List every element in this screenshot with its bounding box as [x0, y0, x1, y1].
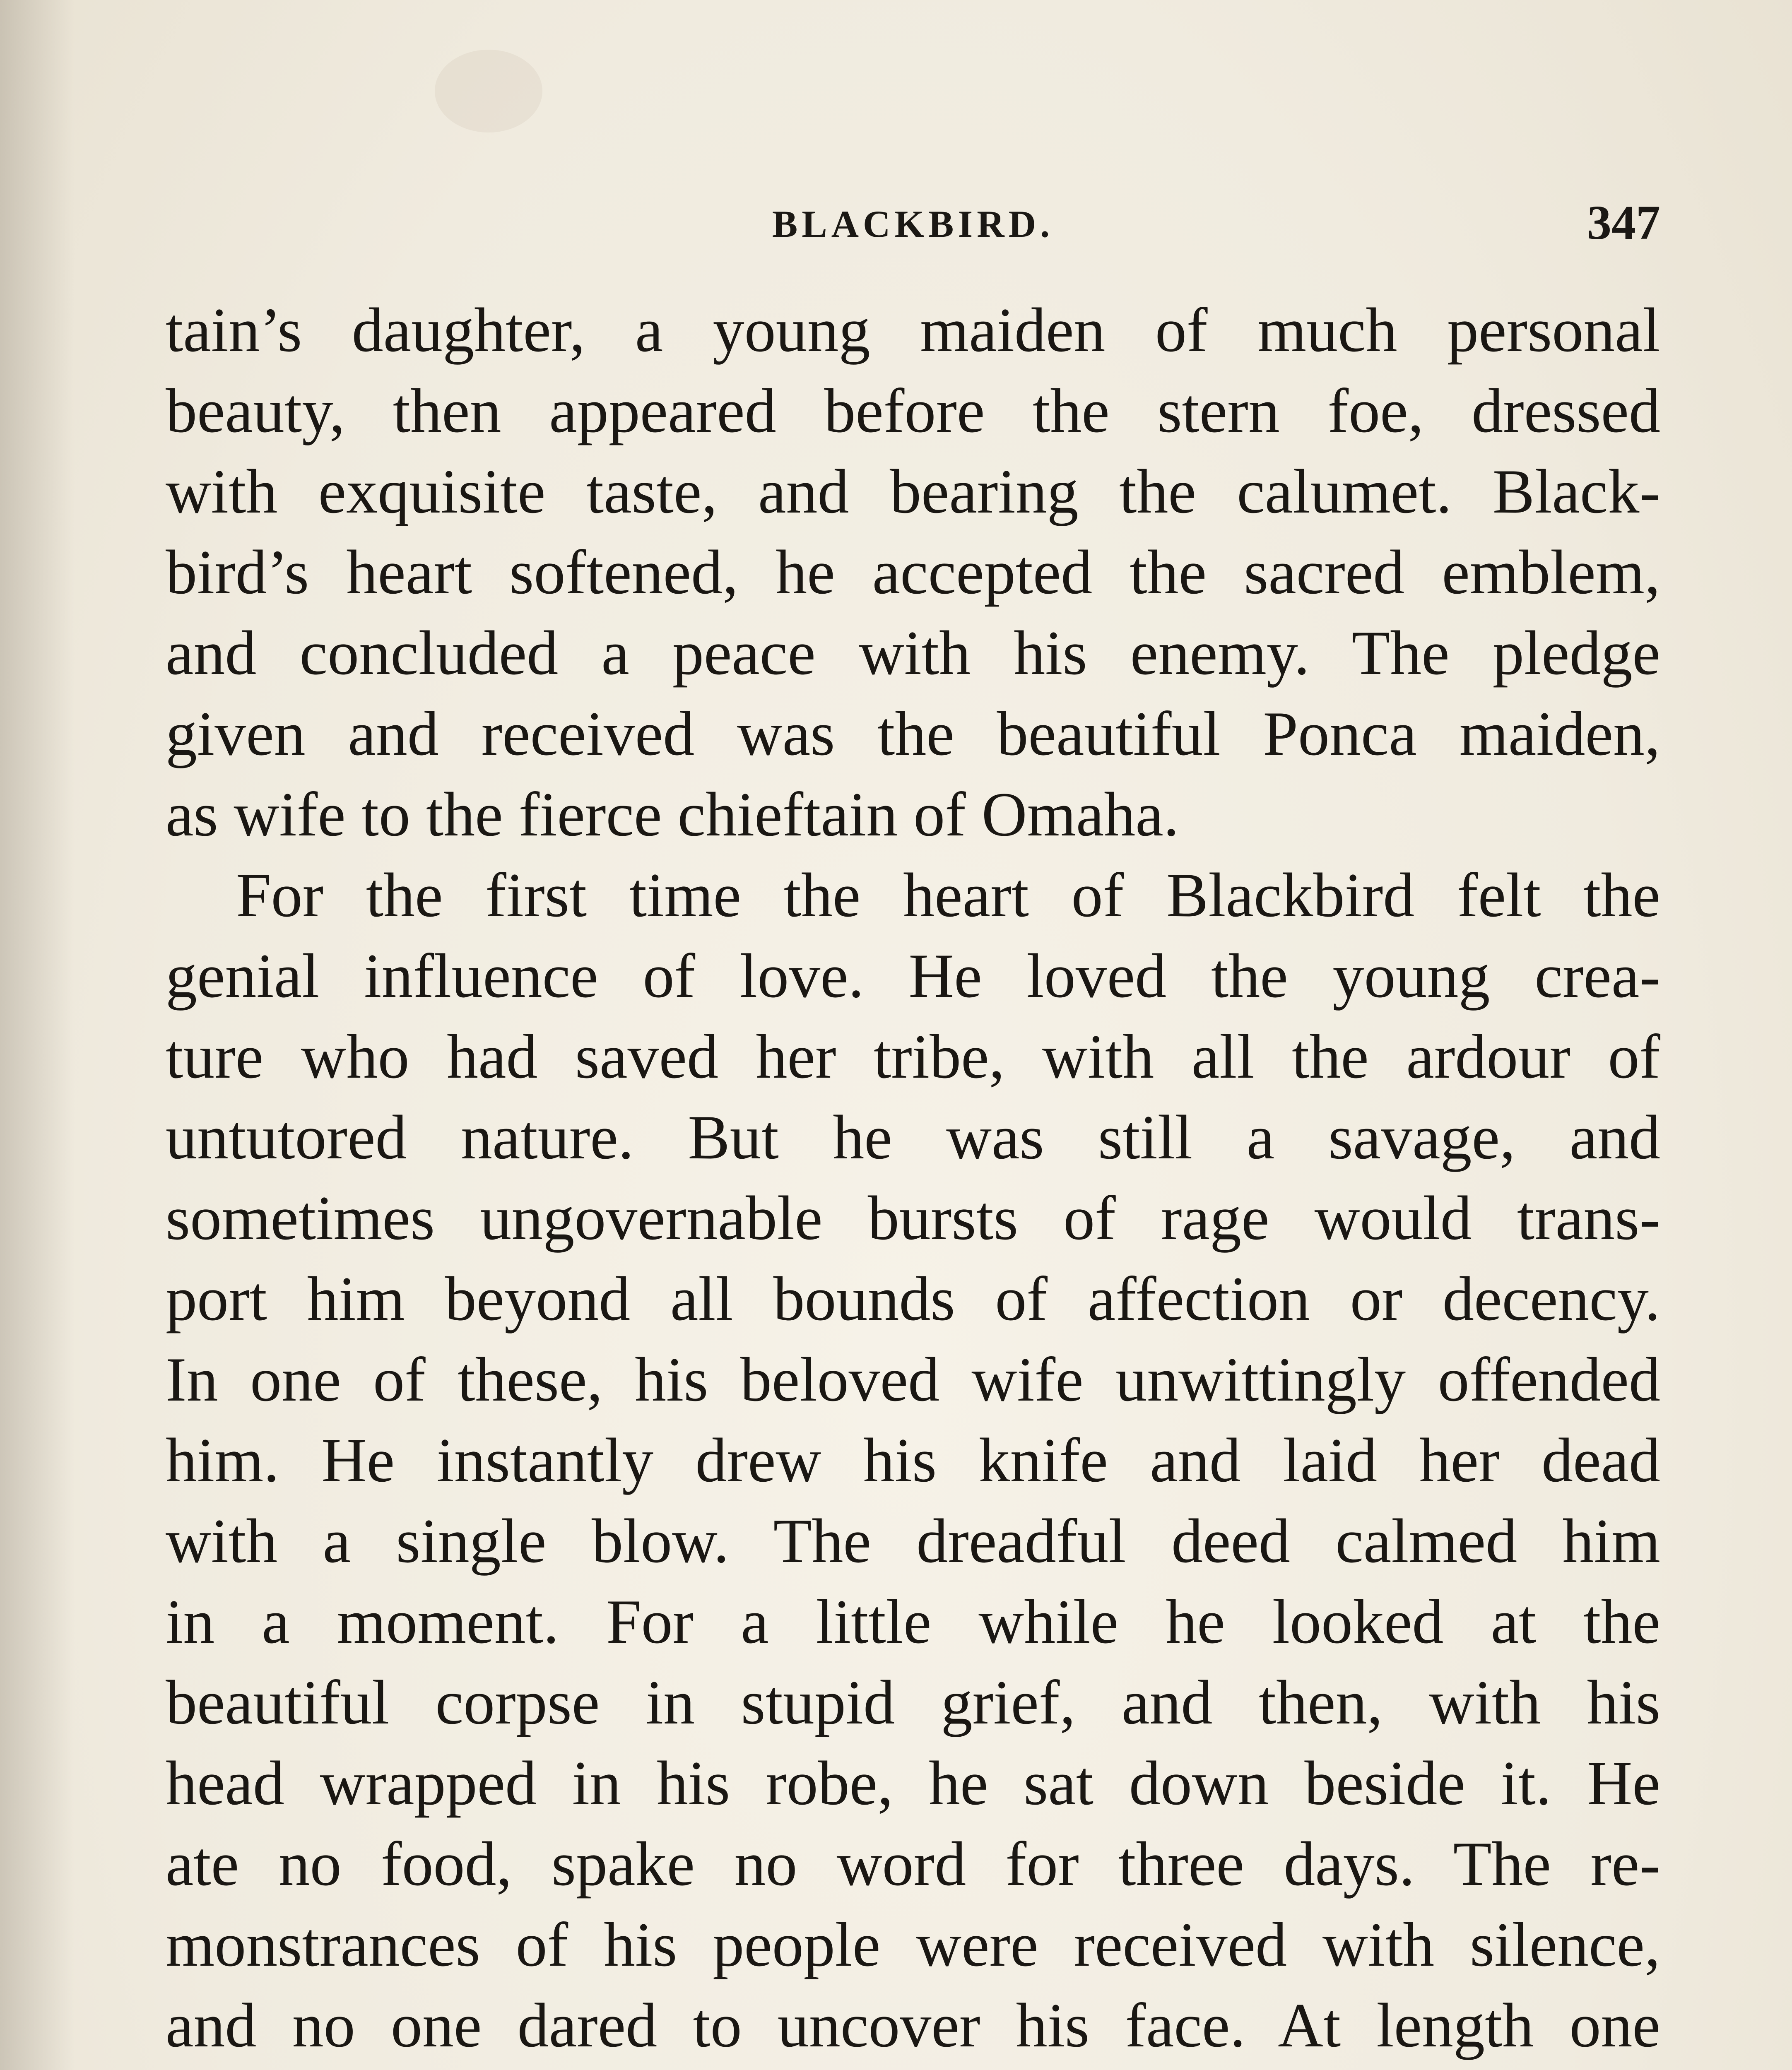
text-line: ture who had saved her tribe, with all the ardour of — [166, 1022, 1660, 1091]
text-line: as wife to the fierce chieftain of Omaha. — [166, 780, 1179, 849]
text-line: port him beyond all bounds of affection or decency. — [166, 1264, 1660, 1333]
page-header — [166, 195, 1660, 253]
text-line: and no one dared to uncover his face. At length one — [166, 1991, 1660, 2060]
text-line: him. He instantly drew his knife and laid her dead — [166, 1425, 1660, 1495]
text-line: In one of these, his beloved wife unwittingly offended — [166, 1345, 1660, 1414]
text-line: given and received was the beautiful Ponca maiden, — [166, 699, 1660, 768]
gutter-shadow — [0, 0, 75, 2070]
text-line: in a moment. For a little while he looked at the — [166, 1587, 1660, 1656]
running-head: BLACKBIRD. — [772, 203, 1054, 245]
text-line: head wrapped in his robe, he sat down beside it. He — [166, 1748, 1660, 1818]
text-line: and concluded a peace with his enemy. The pledge — [166, 618, 1660, 688]
body-text — [166, 290, 1660, 2070]
text-line: untutored nature. But he was still a savage, and — [166, 1102, 1660, 1172]
text-line: bird’s heart softened, he accepted the sacred emblem, — [166, 537, 1660, 607]
text-line: beautiful corpse in stupid grief, and then, with his — [166, 1668, 1660, 1737]
text-line: beauty, then appeared before the stern foe, dressed — [166, 376, 1660, 445]
text-line: monstrances of his people were received with silence, — [166, 1910, 1660, 1979]
text-line — [166, 2066, 1660, 2070]
paper-stain — [435, 50, 542, 132]
text-line: tain’s daughter, a young maiden of much personal — [166, 295, 1660, 365]
text-line: with a single blow. The dreadful deed calmed him — [166, 1506, 1660, 1576]
text-line: For the first time the heart of Blackbird felt the — [236, 860, 1660, 930]
text-line: ate no food, spake no word for three days. The re- — [166, 1829, 1660, 1899]
text-line: sometimes ungovernable bursts of rage would trans- — [166, 1183, 1660, 1253]
text-line: genial influence of love. He loved the young crea- — [166, 941, 1660, 1011]
page-number: 347 — [1587, 195, 1660, 250]
text-line: with exquisite taste, and bearing the calumet. Black- — [166, 457, 1660, 526]
